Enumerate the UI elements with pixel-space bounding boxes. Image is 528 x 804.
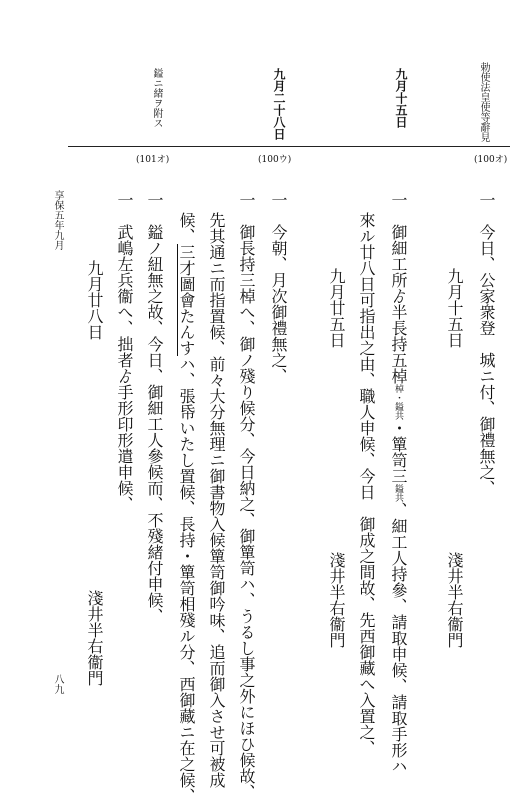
header-date-sep-28: 九月二十八日 <box>272 68 286 140</box>
entry-line: 候、三才圖會たんすハ、張帋いたし置候、長持・簞笥相殘ル分、西御藏ニ在之候、 <box>177 212 196 804</box>
entry-line: 先其通ニ而指置候、前々大分無理ニ御書物入候簞笥御吟味、追而御入させ可被成 <box>207 212 226 788</box>
entry-date: 九月廿八日 <box>85 260 104 340</box>
entry-line: 來ル廿八日可指出之由、職人申候、今日 御成之間故、先西御藏へ入置之、 <box>357 212 376 756</box>
entry-line: 一 御長持三棹へ、御ノ殘り候分、今日納之、御簞笥ハ、うるし事之外にほひ候故、 <box>237 192 256 800</box>
entry-date: 九月十五日 <box>445 268 464 348</box>
page-number: 八九 <box>52 674 63 694</box>
annotation-small: 棹・鎰共 <box>393 384 403 420</box>
header-note-key-cords: 鎰ニ緒ヲ附ス <box>151 68 162 128</box>
entry-date: 九月廿五日 <box>327 268 346 348</box>
entry-line: 一 武嶋左兵衞へ、拙者ゟ手形印形遣申候、 <box>115 192 134 512</box>
entry-signature: 淺井半右衞門 <box>445 552 464 648</box>
entry-line: 一 鎰ノ紐無之故、今日、御細工人參候而、不殘緒付申候、 <box>145 192 164 624</box>
header-rule <box>68 146 510 147</box>
entry-line: 一 今朝、月次御禮無之、 <box>269 192 288 384</box>
ref-number-100o: (100オ) <box>474 155 508 165</box>
ref-number-100u: (100ウ) <box>258 155 292 165</box>
entry-signature: 淺井半右衞門 <box>85 590 104 686</box>
header-date-sep-25: 九月十五日 <box>394 68 408 128</box>
book-title-underline: 三才圖會たんす <box>177 244 196 356</box>
header-note-envoys-1: 勅使法皇使等辭見 <box>478 62 489 142</box>
entry-line: 一 御細工所ゟ半長持五棹棹・鎰共・簞笥三鎰共、細工人持參、請取申候、請取手形ハ <box>389 192 408 774</box>
entry-line: 一 今日、公家衆登 城ニ付、御禮無之、 <box>477 192 496 496</box>
entry-signature: 淺井半右衞門 <box>327 552 346 648</box>
margin-era: 享保五年九月 <box>52 190 63 250</box>
annotation-small: 鎰共 <box>393 484 403 502</box>
ref-number-101o: (101オ) <box>136 155 170 165</box>
